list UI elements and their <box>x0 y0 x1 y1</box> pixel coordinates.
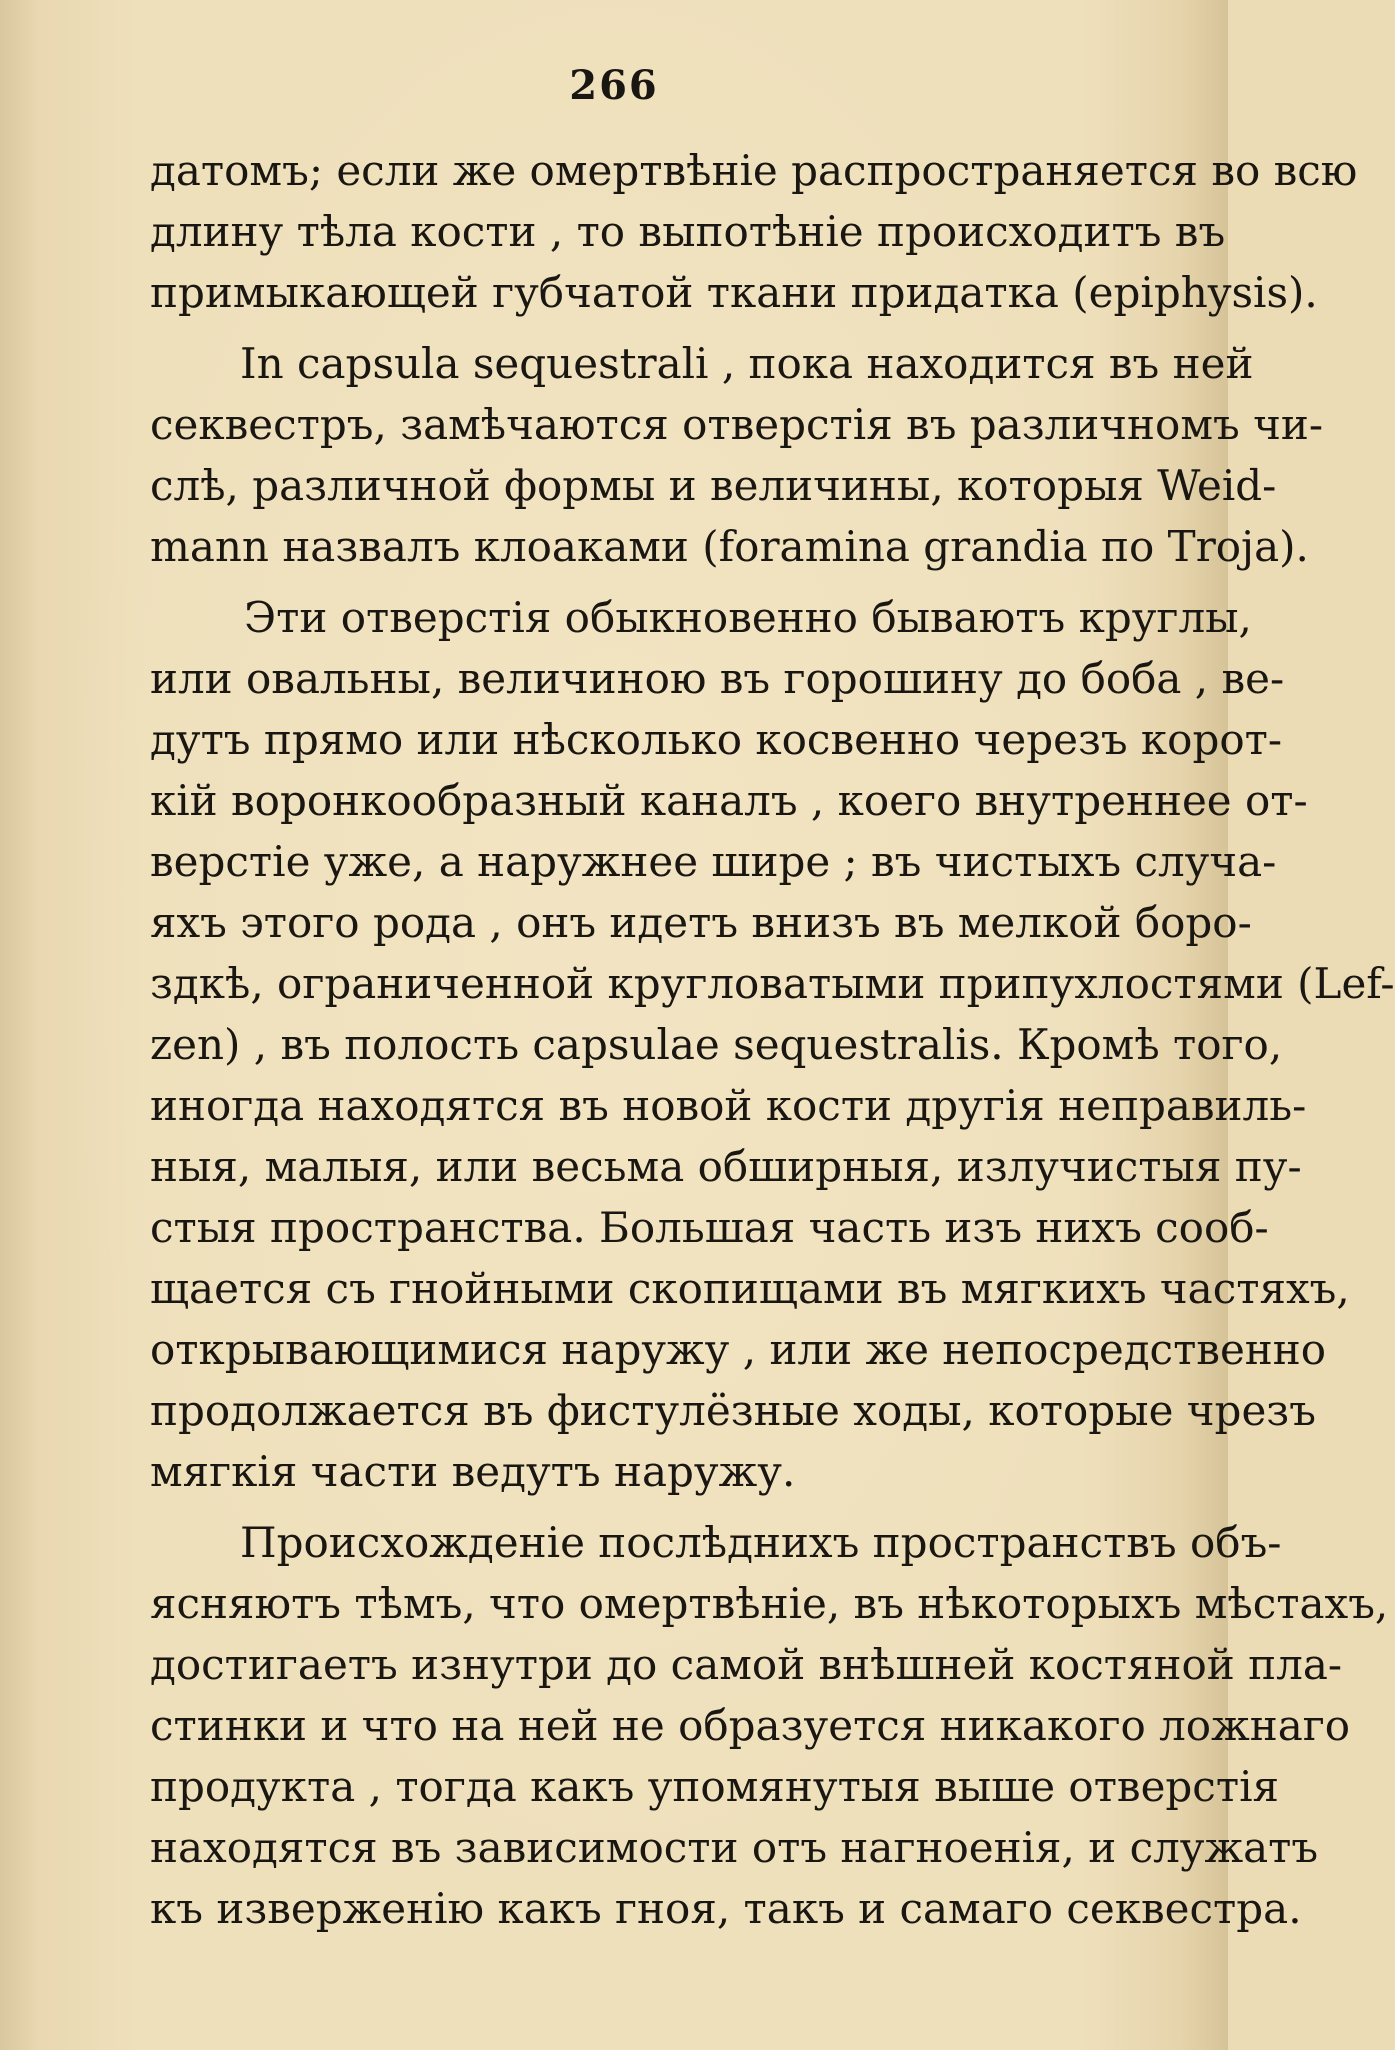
paragraph-2 <box>150 333 1324 577</box>
text-line: верстіе уже, а наружнее шире ; въ чистыхъ случа- <box>150 837 1277 886</box>
text-line: ясняютъ тѣмъ, что омертвѣніе, въ нѣкоторыхъ мѣстахъ, <box>150 1579 1389 1628</box>
text-line: датомъ; если же омертвѣніе распространяется во всю <box>150 146 1358 195</box>
text-line: щается съ гнойными скопищами въ мягкихъ частяхъ, <box>150 1264 1350 1313</box>
page-number: 266 <box>569 62 659 109</box>
text-line: иногда находятся въ новой кости другія неправиль- <box>150 1081 1307 1130</box>
text-line: достигаетъ изнутри до самой внѣшней костяной пла- <box>150 1640 1343 1689</box>
paragraph-4 <box>150 1512 1389 1939</box>
text-line: примыкающей губчатой ткани придатка (epiphysis). <box>150 268 1318 317</box>
text-line: кій воронкообразный каналъ , коего внутреннее от- <box>150 776 1308 825</box>
text-line: мягкія части ведутъ наружу. <box>150 1447 796 1496</box>
paragraph-1 <box>150 140 1358 323</box>
text-line: здкѣ, ограниченной кругловатыми припухлостями (Lef- <box>150 959 1395 1008</box>
text-line: слѣ, различной формы и величины, которыя Weid- <box>150 461 1277 510</box>
text-line: Эти отверстія обыкновенно бываютъ круглы, <box>244 593 1252 642</box>
text-line: длину тѣла кости , то выпотѣніе происходитъ въ <box>150 207 1226 256</box>
text-line: Происхожденіе послѣднихъ пространствъ объ- <box>240 1518 1282 1567</box>
text-line: ныя, малыя, или весьма обширныя, излучистыя пу- <box>150 1142 1302 1191</box>
text-line: или овальны, величиною въ горошину до боба , ве- <box>150 654 1285 703</box>
text-line: къ изверженію какъ гноя, такъ и самаго секвестра. <box>150 1884 1302 1933</box>
text-line: секвестръ, замѣчаются отверстія въ различномъ чи- <box>150 400 1324 449</box>
text-line: mann назвалъ клоаками (foramina grandia по Troja). <box>150 522 1309 571</box>
text-line: продолжается въ фистулёзные ходы, которые чрезъ <box>150 1386 1316 1435</box>
text-line: In capsula sequestrali , пока находится въ ней <box>240 339 1254 388</box>
text-line: дутъ прямо или нѣсколько косвенно черезъ корот- <box>150 715 1283 764</box>
text-line: яхъ этого рода , онъ идетъ внизъ въ мелкой боро- <box>150 898 1252 947</box>
paragraph-3 <box>150 587 1395 1502</box>
body-text <box>150 140 1395 1939</box>
text-line: zen) , въ полость capsulae sequestralis. Кромѣ того, <box>150 1020 1283 1069</box>
text-line: находятся въ зависимости отъ нагноенія, и служатъ <box>150 1823 1319 1872</box>
text-line: продукта , тогда какъ упомянутыя выше отверстія <box>150 1762 1279 1811</box>
text-line: стинки и что на ней не образуется никакого ложнаго <box>150 1701 1351 1750</box>
text-line: открывающимися наружу , или же непосредственно <box>150 1325 1327 1374</box>
text-line: стыя пространства. Большая часть изъ нихъ сооб- <box>150 1203 1269 1252</box>
